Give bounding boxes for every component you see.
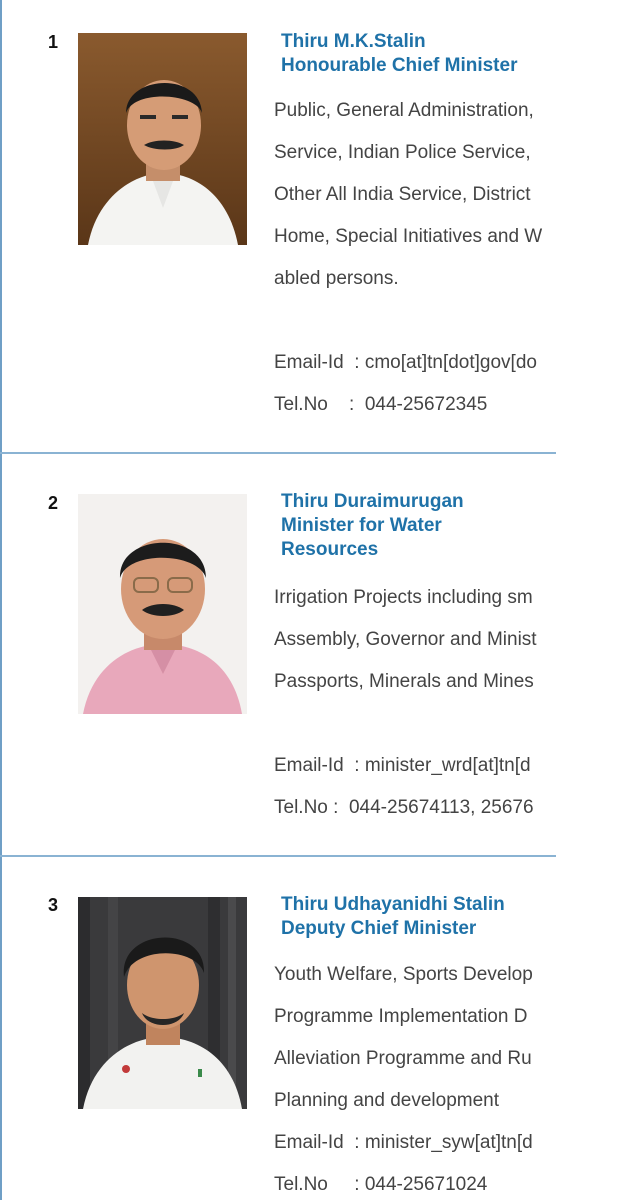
minister-designation-cont: Resources xyxy=(281,539,379,560)
portfolio-line: Programme Implementation D xyxy=(274,1006,528,1027)
minister-name: Thiru M.K.Stalin xyxy=(281,31,426,52)
minister-photo xyxy=(78,897,247,1109)
telephone-label: Tel.No : xyxy=(274,1174,365,1195)
portfolio-line: Assembly, Governor and Minist xyxy=(274,629,537,650)
serial-number: 3 xyxy=(48,895,59,915)
minister-designation: Minister for Water xyxy=(281,515,442,536)
minister-name: Thiru Duraimurugan xyxy=(281,491,464,512)
serial-number: 2 xyxy=(48,493,59,513)
serial-number: 1 xyxy=(48,32,59,52)
minister-name-block xyxy=(281,893,556,941)
portfolio-description xyxy=(274,577,556,703)
table-row xyxy=(2,857,556,1200)
portfolio-line: Home, Special Initiatives and W xyxy=(274,226,543,247)
telephone-row xyxy=(274,384,556,426)
portfolio-line: Passports, Minerals and Mines xyxy=(274,671,534,692)
email-value[interactable]: minister_wrd[at]tn[d xyxy=(364,755,531,776)
portfolio-line: Public, General Administration, xyxy=(274,100,534,121)
email-row xyxy=(274,745,556,787)
contact-details xyxy=(274,1122,556,1200)
email-row xyxy=(274,1122,556,1164)
telephone-value[interactable]: 044-25672345 xyxy=(364,394,488,415)
table-row xyxy=(2,454,556,855)
portfolio-line: abled persons. xyxy=(274,268,399,289)
telephone-label: Tel.No : xyxy=(274,394,365,415)
portfolio-line: Other All India Service, District xyxy=(274,184,531,205)
email-label: Email-Id : xyxy=(274,352,365,373)
portfolio-line: Youth Welfare, Sports Develop xyxy=(274,964,533,985)
portfolio-line: Planning and development xyxy=(274,1090,500,1111)
minister-photo xyxy=(78,33,247,245)
contact-details xyxy=(274,745,556,829)
email-value[interactable]: cmo[at]tn[dot]gov[do xyxy=(364,352,537,373)
minister-name-block xyxy=(281,490,556,562)
email-label: Email-Id : xyxy=(274,1132,365,1153)
minister-name: Thiru Udhayanidhi Stalin xyxy=(281,894,505,915)
telephone-row xyxy=(274,787,556,829)
email-row xyxy=(274,342,556,384)
portfolio-description xyxy=(274,90,556,300)
table-row xyxy=(2,0,556,452)
telephone-label: Tel.No : xyxy=(274,797,349,818)
portfolio-line: Alleviation Programme and Ru xyxy=(274,1048,532,1069)
contact-details xyxy=(274,342,556,426)
telephone-value[interactable]: 044-25671024 xyxy=(364,1174,488,1195)
portfolio-description xyxy=(274,954,556,1122)
email-label: Email-Id : xyxy=(274,755,365,776)
portfolio-line: Service, Indian Police Service, xyxy=(274,142,531,163)
minister-name-block xyxy=(281,30,556,78)
minister-photo xyxy=(78,494,247,714)
portfolio-line: Irrigation Projects including sm xyxy=(274,587,533,608)
minister-designation: Honourable Chief Minister xyxy=(281,55,518,76)
minister-designation: Deputy Chief Minister xyxy=(281,918,477,939)
email-value[interactable]: minister_syw[at]tn[d xyxy=(364,1132,533,1153)
telephone-value[interactable]: 044-25674113, 25676 xyxy=(348,797,534,818)
telephone-row xyxy=(274,1164,556,1200)
